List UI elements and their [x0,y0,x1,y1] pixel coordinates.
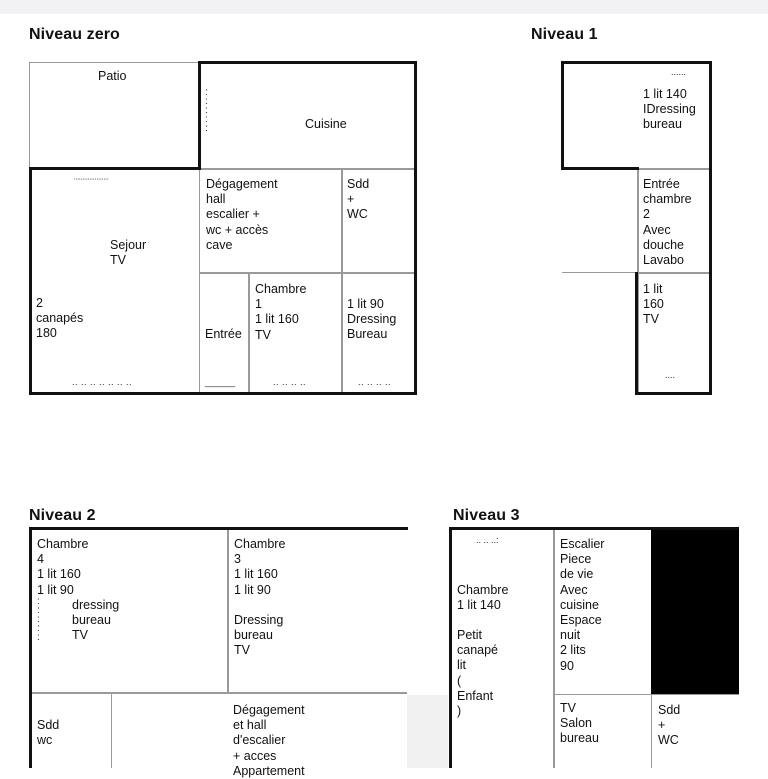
wall [561,61,564,170]
blocked-area [651,527,739,694]
degagement-label: Dégagement et hall d'escalier + acces Appartement [233,703,305,778]
level-one-title: Niveau 1 [531,26,598,43]
window-marks: .... [665,370,676,380]
level1-bottom-room-label: 1 lit 160 TV [643,282,664,327]
partition [29,692,407,694]
patio-left-edge [29,62,30,169]
wall [198,61,201,170]
sdd-wc-label: Sdd wc [37,718,60,748]
wall [635,392,712,395]
level-three-title: Niveau 3 [453,507,520,524]
wall [29,527,408,530]
partition [227,529,229,693]
espace-nuit-label: Espace nuit 2 lits 90 [560,613,602,673]
partition [111,692,112,768]
partition [637,272,711,274]
entree-label: Entrée [205,327,242,341]
wall [29,167,201,170]
level-zero-title: Niveau zero [29,26,120,43]
partition [199,272,416,274]
level1-top-room-label: 1 lit 140 IDressing bureau [643,87,696,132]
wall [635,272,638,395]
window-marks: ...... [671,67,687,77]
wall [29,392,417,395]
wall [449,527,452,768]
bureau-label: 1 lit 90 Dressing Bureau [347,297,397,342]
window-marks: ¨¨¨¨¨¨¨¨¨¨ [74,177,109,187]
wall [29,527,32,768]
sejour-label: Sejour TV [110,238,147,268]
patio-label: Patio [98,69,127,83]
partition [199,168,416,170]
window-marks: .. .. ..: [476,535,499,545]
sdd-wc-label: Sdd + WC [347,177,370,222]
chambre1-label: Chambre 1 1 lit 160 TV [255,282,307,342]
stair-marks: : : : : : [37,596,40,643]
sejour-furniture-label: 2 canapés 180 [36,296,84,341]
partition [248,272,250,393]
sdd-wc-label: Sdd + WC [658,703,681,748]
escalier-label: Escalier Piece de vie Avec cuisine [560,537,605,612]
partition [199,168,200,393]
patio-top-edge [29,62,199,63]
partition [341,168,343,393]
sheet-edge [0,0,768,14]
wall [561,61,711,64]
chambre3-furniture-label: Dressing bureau TV [234,613,284,658]
wall [449,527,739,530]
wall [709,61,712,395]
window-marks: .. .. .. .. [273,377,307,387]
entree-chambre2-label: Entrée chambre 2 Avec douche Lavabo [643,177,692,268]
window-marks: .. .. .. .. [358,377,392,387]
partition [651,694,652,768]
chambre3-label: Chambre 3 1 lit 160 1 lit 90 [234,537,286,597]
degagement-label: Dégagement hall escalier + wc + accès cave [206,177,278,252]
stair-shade [407,695,448,768]
partition [553,529,555,768]
canape-label: Petit canapé lit ( Enfant ) [457,628,499,719]
level-two-title: Niveau 2 [29,507,96,524]
partition [555,694,739,695]
salon-bureau-label: TV Salon bureau [560,701,599,746]
wall [198,61,417,64]
partition [637,168,711,170]
wall [29,167,32,395]
chambre4-furniture-label: dressing bureau TV [72,598,120,643]
wall [414,61,417,395]
door-mark: ______ [205,377,236,387]
cuisine-label: Cuisine [305,117,347,131]
chambre4-label: Chambre 4 1 lit 160 1 lit 90 [37,537,89,597]
wall [561,167,639,170]
stair-marks: : : : : : [205,87,208,134]
chambre-label: Chambre 1 lit 140 [457,583,509,613]
window-marks: .. .. .. .. .. .. .. [72,377,133,387]
